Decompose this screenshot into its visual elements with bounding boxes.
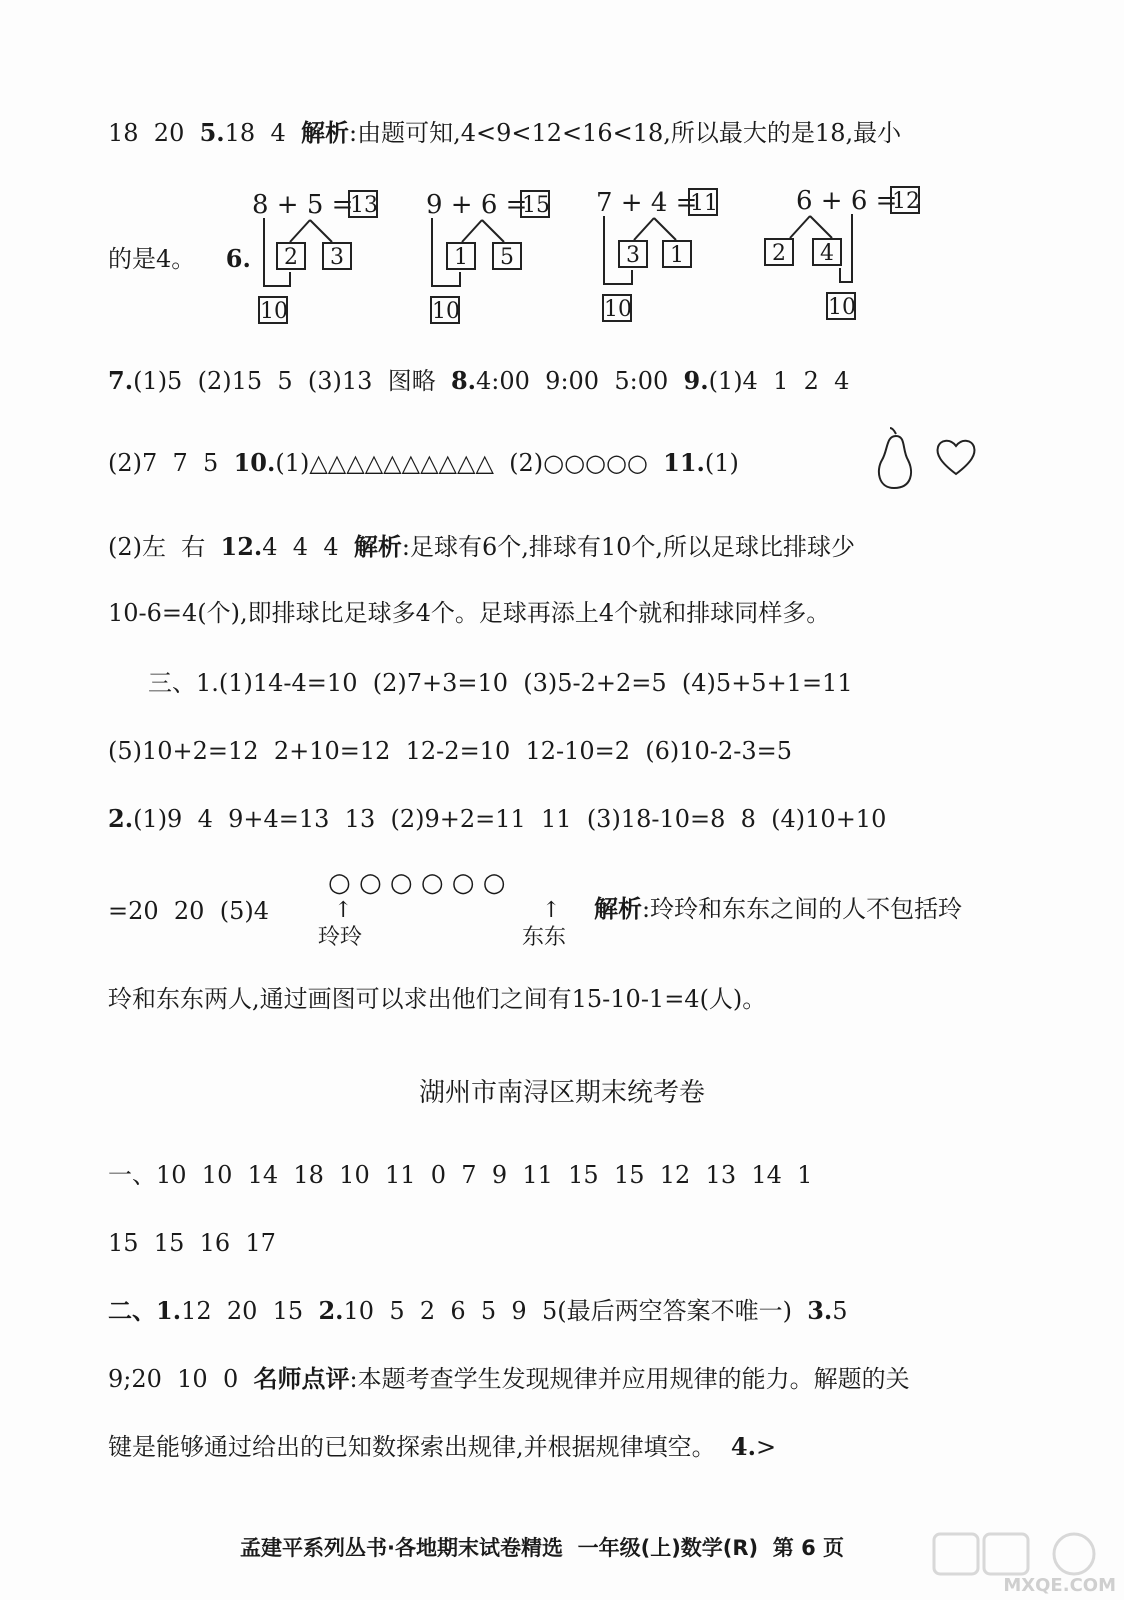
arrow-left: ↑ xyxy=(334,898,353,923)
answer-line-5: (2)左 右 12.4 4 4 解析:足球有6个,排球有10个,所以足球比排球少 xyxy=(108,532,856,561)
answer-line-8: (5)10+2=12 2+10=12 12-2=10 12-10=2 (6)10-2-3=5 xyxy=(108,737,792,765)
decomp-lines-2 xyxy=(420,212,530,302)
answer-line-9: 2.(1)9 4 9+4=13 13 (2)9+2=11 11 (3)18-10=8 8 (4)10+10 xyxy=(108,804,887,833)
people-circles: ○ ○ ○ ○ ○ ○ xyxy=(328,868,506,898)
answer-line-10: =20 20 (5)4 xyxy=(108,897,269,925)
answer-line-15: 9;20 10 0 名师点评:本题考查学生发现规律并应用规律的能力。解题的关 xyxy=(108,1365,910,1393)
answer-line-13: 15 15 16 17 xyxy=(108,1229,276,1257)
answer-line-10-analysis: 解析:玲玲和东东之间的人不包括玲 xyxy=(594,895,963,923)
pear-icon xyxy=(872,426,918,492)
answer-line-7: 三、1.(1)14-4=10 (2)7+3=10 (3)5-2+2=5 (4)5+5+1=11 xyxy=(148,669,853,697)
answer-line-3: 7.(1)5 (2)15 5 (3)13 图略 8.4:00 9:00 5:00 9.(1)4 1 2 4 xyxy=(108,366,850,395)
label-dongdong: 东东 xyxy=(522,925,567,950)
answer-line-4: (2)7 7 5 10.(1)△△△△△△△△△△ (2)○○○○○ 11.(1) xyxy=(108,448,739,477)
answer-line-12: 一、10 10 14 18 10 11 0 7 9 11 15 15 12 13 14 1 xyxy=(108,1161,813,1189)
decomp-lines-3 xyxy=(592,210,702,300)
answer-line-2: 的是4。 6. xyxy=(108,244,251,273)
decomp-lines-1 xyxy=(250,212,360,302)
page-footer: 孟建平系列丛书·各地期末试卷精选 一年级(上)数学(R) 第 6 页 xyxy=(240,1536,845,1560)
answer-line-1: 18 20 5.18 4 解析:由题可知,4<9<12<16<18,所以最大的是18,最小 xyxy=(108,118,902,147)
arrow-right: ↑ xyxy=(542,898,561,923)
watermark-text: MXQE.COM xyxy=(1003,1575,1116,1596)
heart-icon xyxy=(934,436,978,478)
answer-line-14: 二、1.12 20 15 2.10 5 2 6 5 9 5(最后两空答案不唯一) 3.5 xyxy=(108,1296,848,1325)
label-lingling: 玲玲 xyxy=(318,925,363,950)
answer-line-6: 10-6=4(个),即排球比足球多4个。足球再添上4个就和排球同样多。 xyxy=(108,599,831,627)
answer-line-11: 玲和东东两人,通过画图可以求出他们之间有15-10-1=4(人)。 xyxy=(108,985,767,1013)
decomp-lines-4 xyxy=(760,208,870,298)
answer-line-16: 键是能够通过给出的已知数探索出规律,并根据规律填空。 4.> xyxy=(108,1432,777,1461)
section-title: 湖州市南浔区期末统考卷 xyxy=(418,1078,705,1108)
